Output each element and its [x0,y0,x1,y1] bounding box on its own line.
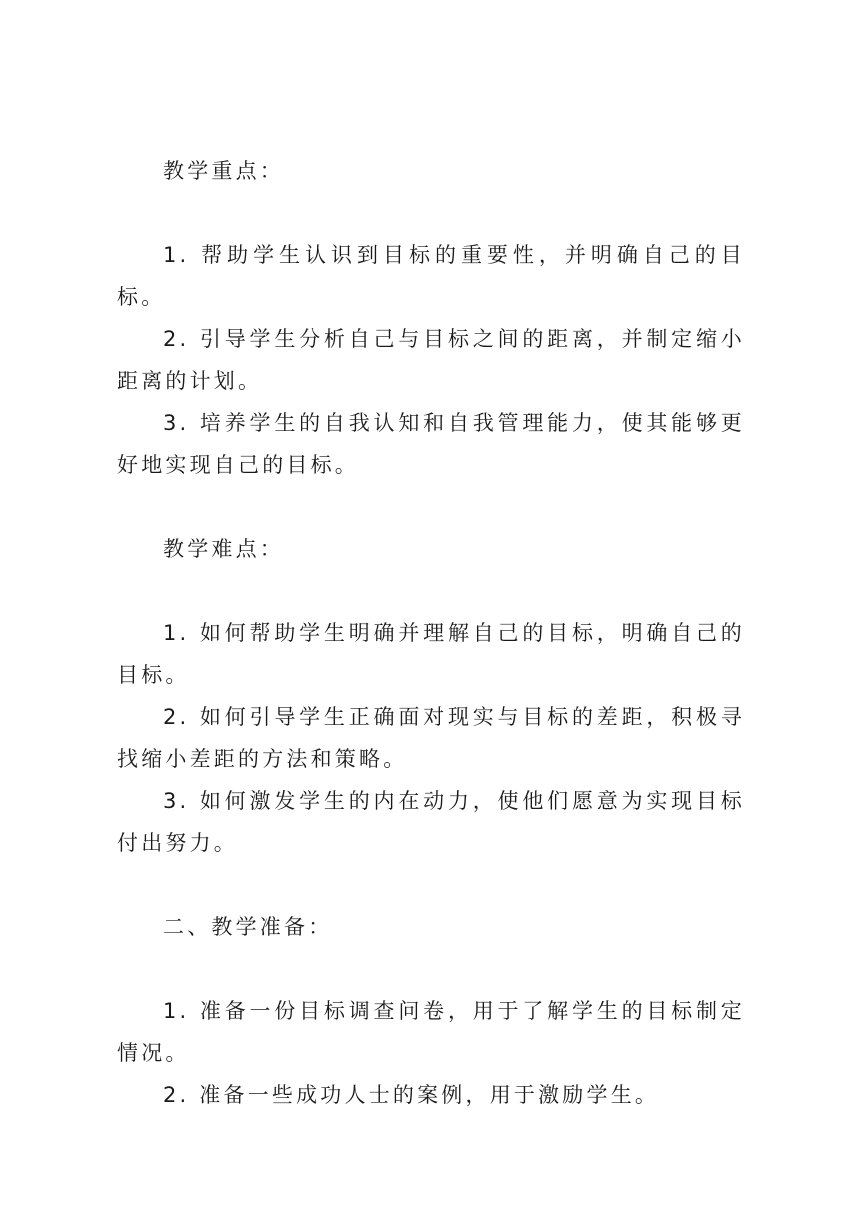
difficulty-item-2: 2. 如何引导学生正确面对现实与目标的差距，积极寻找缩小差距的方法和策略。 [117,705,745,771]
preparation-item-1: 1. 准备一份目标调查问卷，用于了解学生的目标制定情况。 [117,999,745,1065]
preparation-item-2: 2. 准备一些成功人士的案例，用于激励学生。 [163,1083,660,1107]
spacer [117,864,745,906]
key-point-item-3: 3. 培养学生的自我认知和自我管理能力，使其能够更好地实现自己的目标。 [117,411,745,477]
section-heading-key-points: 教学重点： [163,159,284,183]
difficulty-item-3: 3. 如何激发学生的内在动力，使他们愿意为实现目标付出努力。 [117,789,745,855]
spacer [117,192,745,234]
difficulty-item-1: 1. 如何帮助学生明确并理解自己的目标，明确自己的目标。 [117,621,745,687]
section-heading-preparation: 二、教学准备： [163,915,333,939]
key-point-item-1: 1. 帮助学生认识到目标的重要性，并明确自己的目标。 [117,243,745,309]
section-heading-difficulties: 教学难点： [163,537,284,561]
spacer [117,486,745,528]
key-point-item-2: 2. 引导学生分析自己与目标之间的距离，并制定缩小距离的计划。 [117,327,745,393]
spacer [117,570,745,612]
document-body [117,150,745,1116]
spacer [117,948,745,990]
